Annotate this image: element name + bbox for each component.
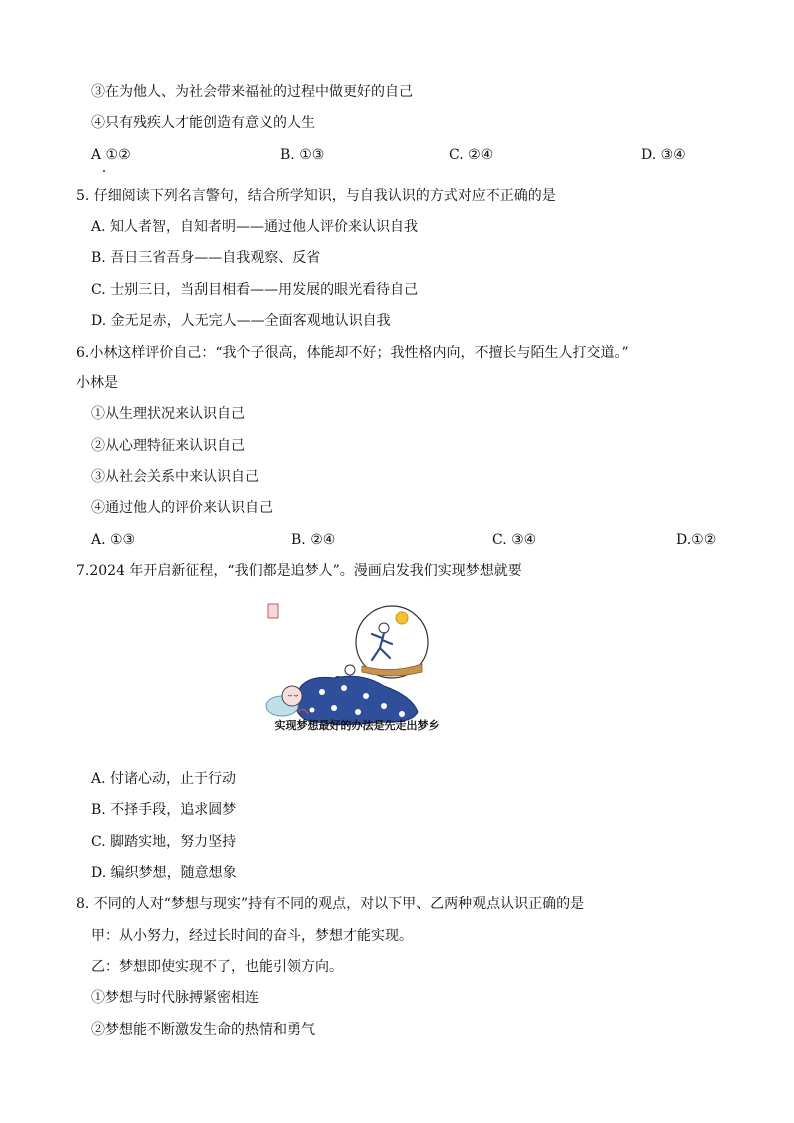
- q8-item-2: ②梦想能不断激发生命的热情和勇气: [91, 1022, 315, 1038]
- q7-choice-a: A. 付诸心动，止于行动: [91, 771, 237, 787]
- q5-choice-d: D. 金无足赤，人无完人——全面客观地认识自我: [91, 313, 391, 329]
- q6-option-d: D.①②: [676, 532, 717, 548]
- q4-item-4: ④只有残疾人才能创造有意义的人生: [91, 115, 315, 131]
- q8-view-yi: 乙：梦想即使实现不了，也能引领方向。: [91, 959, 343, 975]
- stray-dot: [103, 170, 105, 172]
- q6-item-4: ④通过他人的评价来认识自己: [91, 500, 273, 516]
- q6-item-2: ②从心理特征来认识自己: [91, 438, 245, 454]
- q6-item-3: ③从社会关系中来认识自己: [91, 469, 259, 485]
- q6-stem-cont: 小林是: [76, 375, 118, 391]
- q5-choice-b: B. 吾日三省吾身——自我观察、反省: [91, 250, 321, 266]
- q5-stem: 5. 仔细阅读下列名言警句，结合所学知识，与自我认识的方式对应不正确的是: [76, 188, 556, 204]
- q6-option-c: C. ③④: [492, 532, 537, 548]
- q7-choice-b: B. 不择手段，追求圆梦: [91, 802, 237, 818]
- q6-option-b: B. ②④: [291, 532, 336, 548]
- q8-view-jia: 甲：从小努力，经过长时间的奋斗，梦想才能实现。: [91, 928, 413, 944]
- q7-choice-c: C. 脚踏实地，努力坚持: [91, 834, 237, 850]
- cartoon-caption: 实现梦想最好的办法是先走出梦乡: [274, 719, 440, 732]
- q4-option-b: B. ①③: [280, 147, 325, 163]
- q8-stem: 8. 不同的人对“梦想与现实”持有不同的观点，对以下甲、乙两种观点认识正确的是: [76, 896, 585, 912]
- q7-choice-d: D. 编织梦想，随意想象: [91, 865, 237, 881]
- q6-item-1: ①从生理状况来认识自己: [91, 406, 245, 422]
- q6-stem: 6.小林这样评价自己：“我个子很高，体能却不好；我性格内向，不擅长与陌生人打交道。”: [76, 345, 629, 361]
- q5-choice-a: A. 知人者智，自知者明——通过他人评价来认识自我: [91, 219, 419, 235]
- q6-option-a: A. ①③: [91, 532, 136, 548]
- q4-option-d: D. ③④: [641, 147, 686, 163]
- q4-option-c: C. ②④: [449, 147, 494, 163]
- q5-choice-c: C. 士别三日，当刮目相看——用发展的眼光看待自己: [91, 282, 419, 298]
- q4-option-a: A ①②: [91, 147, 131, 163]
- q8-item-1: ①梦想与时代脉搏紧密相连: [91, 990, 259, 1006]
- q7-stem: 7.2024 年开启新征程，“我们都是追梦人”。漫画启发我们实现梦想就要: [76, 563, 522, 579]
- q4-item-3: ③在为他人、为社会带来福祉的过程中做更好的自己: [91, 84, 413, 100]
